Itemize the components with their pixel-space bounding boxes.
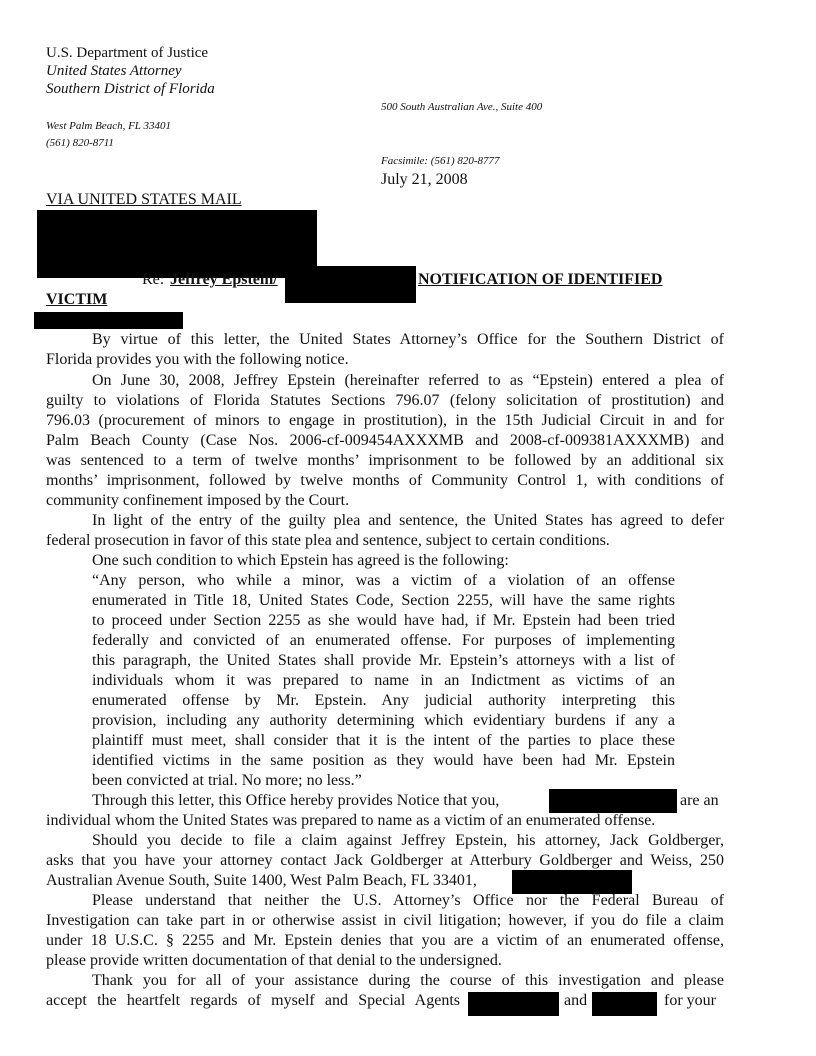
redaction-addressee <box>37 210 317 278</box>
redaction-agent-2 <box>592 992 657 1016</box>
street-address: 500 South Australian Ave., Suite 400 <box>381 101 543 113</box>
body-line: Through this letter, this Office hereby provides Notice that you, <box>92 792 500 809</box>
quote-line: plaintiff must meet, shall consider that it is the intent of the parties to place these <box>92 732 675 749</box>
re-subject-victim: VICTIM <box>46 291 108 308</box>
body-line: federal prosecution in favor of this state plea and sentence, subject to certain conditions. <box>46 532 610 549</box>
fax-number: Facsimile: (561) 820-8777 <box>381 155 500 167</box>
quote-line: individuals whom it was prepared to name in an Indictment as victims of an <box>92 672 675 689</box>
re-subject-name: Jeffrey Epstein/ <box>170 271 278 288</box>
quote-line: identified victims in the same position as they would have been had Mr. Epstein <box>92 752 675 769</box>
body-line: was sentenced to a term of twelve months’ imprisonment to be followed by an additional six <box>46 452 724 469</box>
office-name: United States Attorney <box>46 63 182 79</box>
quote-line: this paragraph, the United States shall provide Mr. Epstein’s attorneys with a list of <box>92 652 675 669</box>
body-line: By virtue of this letter, the United States Attorney’s Office for the Southern District of <box>92 331 724 348</box>
body-line: Palm Beach County (Case Nos. 2006-cf-009454AXXXMB and 2008-cf-009381AXXXMB) and <box>46 432 724 449</box>
re-label: Re: <box>142 271 165 288</box>
body-line: accept the heartfelt regards of myself and Special Agents <box>46 992 460 1009</box>
body-line: please provide written documentation of that denial to the undersigned. <box>46 952 502 969</box>
body-line: guilty to violations of Florida Statutes Sections 796.07 (felony solicitation of prostitution) and <box>46 392 724 409</box>
body-line: Please understand that neither the U.S. Attorney’s Office nor the Federal Bureau of <box>92 892 724 909</box>
body-line: On June 30, 2008, Jeffrey Epstein (hereinafter referred to as “Epstein) entered a plea of <box>92 372 724 389</box>
body-line: are an <box>680 792 719 809</box>
quote-line: “Any person, who while a minor, was a victim of a violation of an offense <box>92 572 675 589</box>
body-line: Thank you for all of your assistance during the course of this investigation and please <box>92 972 724 989</box>
redaction-victim-name <box>549 789 677 813</box>
body-line: under 18 U.S.C. § 2255 and Mr. Epstein denies that you are a victim of an enumerated offense, <box>46 932 724 949</box>
body-line: months’ imprisonment, followed by twelve months of Community Control 1, with conditions of <box>46 472 724 489</box>
re-subject-title: NOTIFICATION OF IDENTIFIED <box>418 271 663 288</box>
body-line: In light of the entry of the guilty plea and sentence, the United States has agreed to defer <box>92 512 724 529</box>
letter-date: July 21, 2008 <box>381 171 468 188</box>
redaction-agent-1 <box>468 992 559 1016</box>
quote-line: to proceed under Section 2255 as she would have had, if Mr. Epstein had been tried <box>92 612 675 629</box>
district-name: Southern District of Florida <box>46 81 215 97</box>
department-name: U.S. Department of Justice <box>46 45 209 61</box>
body-line: Florida provides you with the following notice. <box>46 351 349 368</box>
delivery-method: VIA UNITED STATES MAIL <box>46 191 242 208</box>
body-line: individual whom the United States was prepared to name as a victim of an enumerated offense. <box>46 812 656 829</box>
quote-line: federally and convicted of an enumerated offense. For purposes of implementing <box>92 632 675 649</box>
quote-line: provision, including any authority determining which evidentiary burdens if any a <box>92 712 675 729</box>
city-address: West Palm Beach, FL 33401 <box>46 120 171 132</box>
body-line: community confinement imposed by the Court. <box>46 492 350 509</box>
phone-number: (561) 820-8711 <box>46 137 114 149</box>
body-line: One such condition to which Epstein has agreed is the following: <box>92 552 509 569</box>
quote-line: been convicted at trial. No more; no less.” <box>92 772 362 789</box>
redaction-re-name <box>285 266 416 303</box>
body-line: Should you decide to file a claim against Jeffrey Epstein, his attorney, Jack Goldberger, <box>92 832 724 849</box>
body-line: asks that you have your attorney contact Jack Goldberger at Atterbury Goldberger and Weiss, 250 <box>46 852 724 869</box>
quote-line: enumerated in Title 18, United States Code, Section 2255, will have the same rights <box>92 592 675 609</box>
body-line: Australian Avenue South, Suite 1400, West Palm Beach, FL 33401, <box>46 872 477 889</box>
quote-line: enumerated offense by Mr. Epstein. Any judicial authority interpreting this <box>92 692 675 709</box>
body-line: Investigation can take part in or otherwise assist in civil litigation; however, if you do file a claim <box>46 912 724 929</box>
body-line: 796.03 (procurement of minors to engage in prostitution), in the 15th Judicial Circuit in and for <box>46 412 724 429</box>
body-line: for your <box>664 992 716 1009</box>
body-line: and <box>564 992 588 1009</box>
redaction-reference <box>34 312 183 329</box>
